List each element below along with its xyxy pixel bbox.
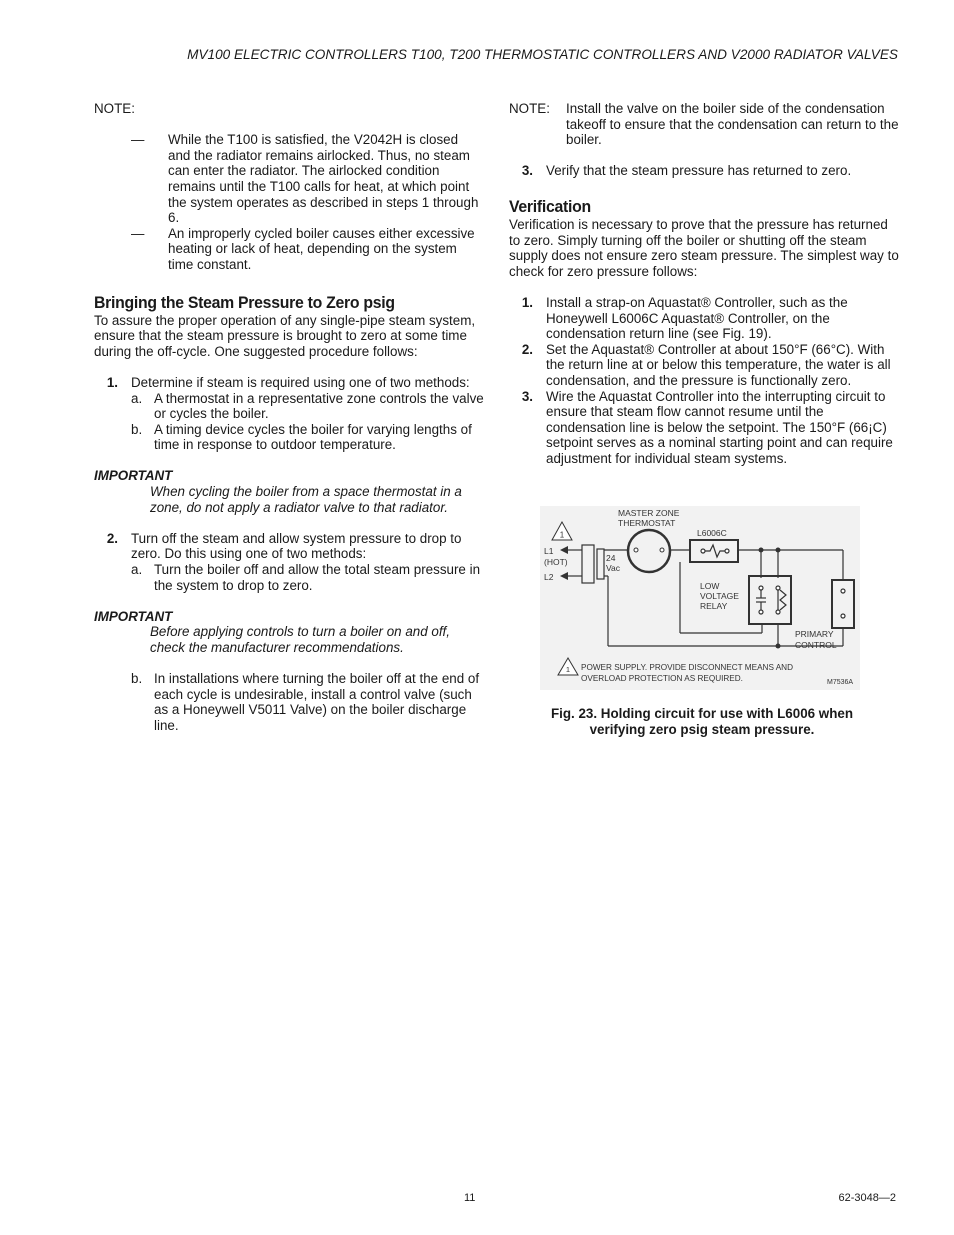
figure-code: M7536A [827, 679, 854, 686]
step-number: 2. [106, 530, 118, 546]
verification-step [509, 389, 899, 467]
power-supply-note-line2: OVERLOAD PROTECTION AS REQUIRED. [581, 674, 743, 683]
power-supply-note-line1: POWER SUPPLY. PROVIDE DISCONNECT MEANS AND [581, 663, 794, 672]
substep-label: b. [131, 671, 143, 687]
substep-label: a. [131, 390, 143, 406]
step-text: Determine if steam is required using one of two methods: [131, 374, 470, 390]
left-column [94, 101, 484, 734]
substep-item [94, 562, 484, 593]
step-text: Turn off the steam and allow system pressure to drop to zero. Do this using one of two methods: [131, 530, 462, 562]
dash-text: An improperly cycled boiler causes either excessive heating or lack of heat, depending on the system time constant. [168, 225, 475, 272]
substep-label: b. [131, 421, 143, 437]
step-text: Install a strap-on Aquastat® Controller, such as the Honeywell L6006C Aquastat® Controller, on the condensation return line (see Fig. 19). [546, 294, 848, 342]
important-label: IMPORTANT [94, 468, 173, 484]
important-text: Before applying controls to turn a boiler on and off, check the manufacturer recommendations. [150, 624, 450, 655]
note-label: NOTE: [509, 101, 550, 116]
holding-circuit-diagram [540, 506, 860, 690]
right-column [509, 101, 899, 466]
dash-mark: — [131, 225, 145, 241]
dash-item [94, 226, 484, 273]
dash-text: While the T100 is satisfied, the V2042H is closed and the radiator remains airlocked. Thus, no steam can enter the radiator. The airlocked condition remains until the T100 calls for heat, at which point the system operates as described in steps 1 through 6. [168, 132, 479, 226]
dash-mark: — [131, 132, 145, 148]
substep-label: a. [131, 562, 143, 578]
warning-number: 1 [559, 530, 565, 540]
step-number: 3. [521, 163, 533, 179]
step-text: Wire the Aquastat Controller into the interrupting circuit to ensure that steam flow cannot resume until the condensation line is below the setpoint. The 150°F (66¡C) setpoint serves as a nominal starting point and can require adjustment for individual steam systems. [546, 388, 893, 466]
substep-text: A thermostat in a representative zone controls the valve or cycles the boiler. [154, 390, 484, 422]
substep-item [94, 671, 484, 733]
step-number: 2. [521, 341, 533, 357]
step-number: 3. [521, 388, 533, 404]
l6006c-label: L6006C [697, 528, 727, 538]
section-intro: To assure the proper operation of any single-pipe steam system, ensure that the steam pressure is brought to zero at some time during the off-cycle. One suggested procedure follows: [94, 312, 476, 359]
warning-number: 1 [565, 665, 571, 674]
dash-item [94, 132, 484, 226]
relay-label: RELAY [700, 601, 728, 611]
primary-label: PRIMARY [795, 629, 834, 639]
page-number: 11 [464, 1192, 476, 1204]
document-number: 62-3048—2 [838, 1192, 896, 1204]
important-label: IMPORTANT [94, 608, 173, 624]
note-label: NOTE: [94, 101, 135, 116]
verification-intro: Verification is necessary to prove that the pressure has returned to zero. Simply turning off the boiler or shutting off the steam supply does not ensure zero steam pressure. The simplest way to check for zero pressure follows: [509, 216, 899, 279]
voltage-word-label: VOLTAGE [700, 591, 739, 601]
l1-label: L1 [544, 546, 554, 556]
substep-text: A timing device cycles the boiler for varying lengths of time in response to outdoor temperature. [154, 421, 472, 453]
substep-text: Turn the boiler off and allow the total steam pressure in the system to drop to zero. [154, 562, 481, 593]
step-item [94, 375, 484, 391]
substep-item [94, 391, 484, 422]
step-text: Verify that the steam pressure has returned to zero. [546, 163, 852, 179]
verification-title: Verification [509, 196, 591, 216]
l2-label: L2 [544, 572, 554, 582]
figure-caption: Fig. 23. Holding circuit for use with L6006 when verifying zero psig steam pressure. [550, 706, 854, 737]
running-header: MV100 ELECTRIC CONTROLLERS T100, T200 THERMOSTATIC CONTROLLERS AND V2000 RADIATOR VALVES [187, 47, 898, 62]
step-number: 1. [521, 294, 533, 310]
vac-label: Vac [606, 563, 621, 573]
thermostat-label: THERMOSTAT [618, 518, 676, 528]
substep-item [94, 422, 484, 453]
substep-text: In installations where turning the boiler off at the end of each cycle is undesirable, install a control valve (such as a Honeywell V5011 Valve) on the boiler discharge line. [154, 671, 480, 733]
section-title: Bringing the Steam Pressure to Zero psig [94, 292, 395, 312]
step-item [509, 163, 899, 179]
note-text: Install the valve on the boiler side of the condensation takeoff to ensure that the condensation can return to the boiler. [566, 101, 899, 148]
step-text: Set the Aquastat® Controller at about 150°F (66°C). With the return line at or below this temperature, the water is all condensation, and the pressure is functionally zero. [546, 341, 891, 388]
master-zone-label: MASTER ZONE [618, 508, 680, 518]
verification-step [509, 295, 899, 342]
note-block [509, 101, 899, 148]
low-label: LOW [700, 581, 720, 591]
voltage-label: 24 [606, 553, 616, 563]
step-item [94, 531, 484, 562]
verification-step [509, 342, 899, 389]
control-label: CONTROL [795, 640, 837, 650]
hot-label: (HOT) [544, 557, 568, 567]
step-number: 1. [106, 374, 118, 390]
important-text: When cycling the boiler from a space thermostat in a zone, do not apply a radiator valve to that radiator. [150, 484, 462, 515]
